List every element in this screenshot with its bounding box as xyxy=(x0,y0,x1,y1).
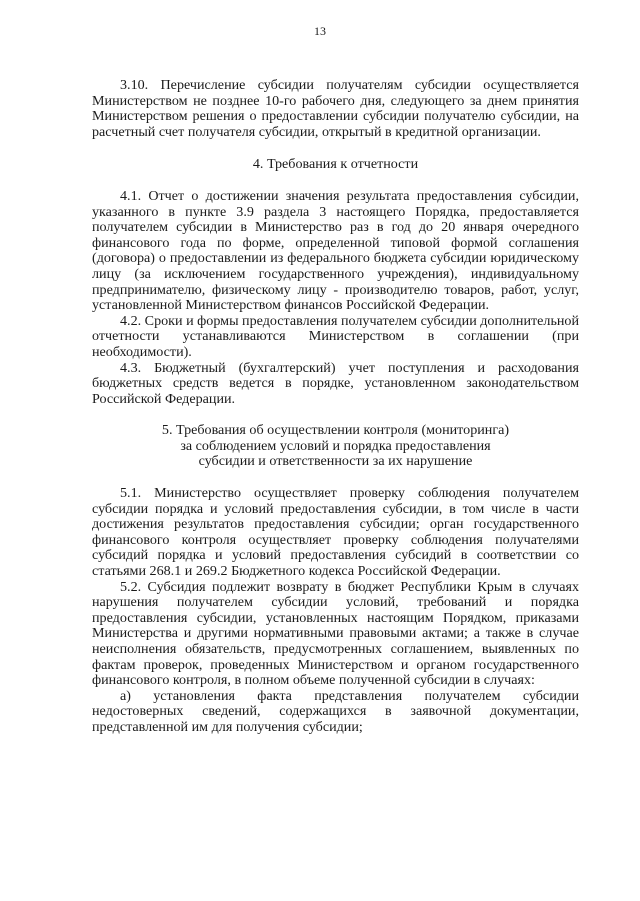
paragraph-5-2: 5.2. Субсидия подлежит возврату в бюджет Республики Крым в случаях нарушения получателем субсидии условий, требований и порядка предоставления субсидии, установленных настоящим Порядком, приказами Министерства и другими нормативными правовыми актами; а также в случае неисполнения обязательств, предусмотренных соглашением, выявленных по фактам проверок, проведенных Министерством и органом государственного финансового контроля, в полном объеме полученной субсидии в случаях: xyxy=(92,578,579,689)
paragraph-3-10: 3.10. Перечисление субсидии получателям субсидии осуществляется Министерством не позднее 10-го рабочего дня, следующего за днем принятия Министерством решения о предоставлении субсидии получателю субсидии, на расчетный счет получателя субсидии, открытый в кредитной организации. xyxy=(92,77,579,140)
section-5-heading-line-3: субсидии и ответственности за их нарушение xyxy=(198,453,473,470)
paragraph-4-3: 4.3. Бюджетный (бухгалтерский) учет поступления и расходования бюджетных средств ведется в порядке, установленном законодательством Российской Федерации. xyxy=(92,359,579,407)
paragraph-4-2: 4.2. Сроки и формы предоставления получателем субсидии дополнительной отчетности устанавливаются Министерством в соглашении (при необходимости). xyxy=(92,312,580,360)
document-body xyxy=(92,78,579,736)
paragraph-5-1: 5.1. Министерство осуществляет проверку соблюдения получателем субсидии порядка и условий предоставления субсидии, в том числе в части достижения результатов предоставления субсидии; орган государственного финансового контроля осуществляет проверку соблюдения получателями субсидий порядка и условий предоставления субсидий в соответствии со статьями 268.1 и 269.2 Бюджетного кодекса Российской Федерации. xyxy=(92,485,579,580)
paragraph-item-a: а) установления факта представления получателем субсидии недостоверных сведений, содержащихся в заявочной документации, представленной им для получения субсидии; xyxy=(92,687,579,735)
section-5-heading-line-1: 5. Требования об осуществлении контроля (мониторинга) xyxy=(161,422,510,439)
page-number: 13 xyxy=(314,24,326,38)
paragraph-4-1: 4.1. Отчет о достижении значения результата предоставления субсидии, указанного в пункте 3.9 раздела 3 настоящего Порядка, предоставляется получателем субсидии в Министерство раз в год до 20 января очередного финансового года по форме, определенной типовой формой соглашения (договора) о предоставлении из федерального бюджета субсидии юридическому лицу (за исключением государственного учреждения), индивидуальному предпринимателю, физическому лицу - производителю товаров, работ, услуг, установленной Министерством финансов Российской Федерации. xyxy=(92,187,579,314)
section-5-heading-line-2: за соблюдением условий и порядка предоставления xyxy=(180,437,491,454)
section-4-heading: 4. Требования к отчетности xyxy=(252,156,419,173)
